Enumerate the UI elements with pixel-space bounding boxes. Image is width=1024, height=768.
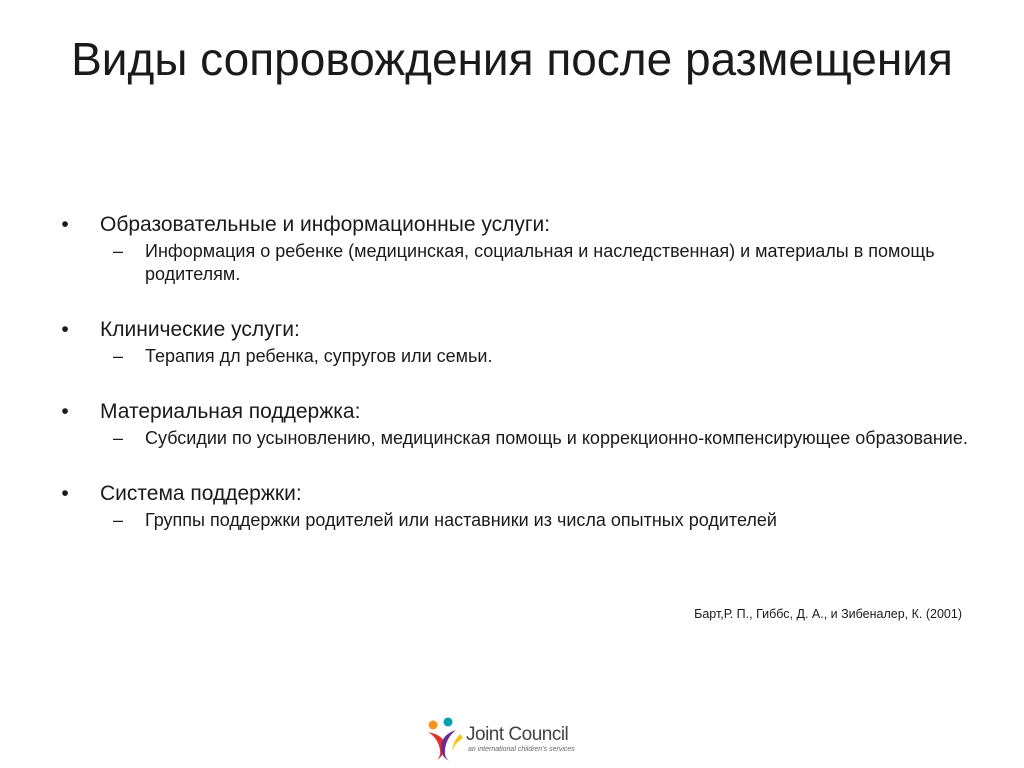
bullet-heading: Образовательные и информационные услуги: (100, 213, 551, 236)
dash-icon: – (113, 510, 124, 530)
sub-bullet-text: Субсидии по усыновлению, медицинская помощь и коррекционно-компенсирующее образование. (145, 428, 968, 448)
citation: Барт,Р. П., Гиббс, Д. А., и Зибеналер, К. (2001) (694, 607, 962, 621)
logo-arm-yellow (452, 734, 463, 751)
bullet-icon: • (61, 400, 69, 423)
sub-bullet-text: Терапия дл ребенка, супругов или семьи. (145, 346, 493, 366)
joint-council-logo (426, 716, 596, 764)
logo-tagline: an international children's services (468, 746, 575, 753)
bullet-item (58, 317, 978, 343)
bullet-group (58, 399, 978, 450)
dash-icon: – (113, 428, 124, 448)
slide-title: Виды сопровождения после размещения (71, 33, 953, 85)
sub-bullet-item (58, 345, 978, 368)
logo-name: Joint Council (466, 724, 569, 745)
bullet-heading: Клинические услуги: (100, 318, 300, 341)
bullet-icon: • (61, 318, 69, 341)
dash-icon: – (113, 241, 124, 261)
sub-bullet-text: Группы поддержки родителей или наставники из числа опытных родителей (145, 510, 777, 530)
sub-bullet-text: Информация о ребенке (медицинская, социальная и наследственная) и материалы в помощь родителям. (145, 241, 935, 284)
bullet-heading: Система поддержки: (100, 482, 302, 505)
bullet-group (58, 481, 978, 532)
sub-bullet-item (58, 509, 978, 532)
bullet-icon: • (61, 213, 69, 236)
bullet-group (58, 317, 978, 368)
bullet-list (58, 212, 978, 532)
bullet-item (58, 399, 978, 425)
bullet-heading: Материальная поддержка: (100, 400, 361, 423)
dash-icon: – (113, 346, 124, 366)
bullet-item (58, 481, 978, 507)
bullet-item (58, 212, 978, 238)
figure-logo-icon (426, 716, 466, 762)
logo-head-right (444, 718, 453, 727)
logo-head-left (429, 721, 438, 730)
bullet-group (58, 212, 978, 286)
bullet-icon: • (61, 482, 69, 505)
sub-bullet-item (58, 427, 978, 450)
sub-bullet-item (58, 240, 978, 286)
